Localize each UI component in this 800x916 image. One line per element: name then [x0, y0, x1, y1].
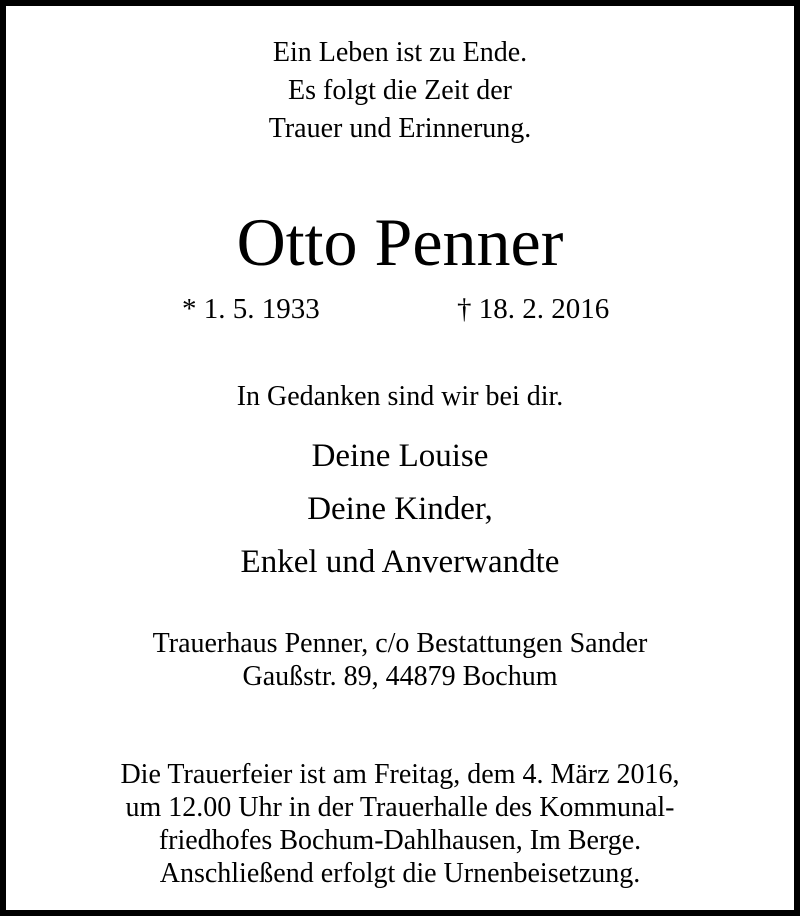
mourner-line: Enkel und Anverwandte: [240, 544, 560, 580]
mourner-line: Deine Kinder,: [307, 491, 493, 527]
intro-verse: [6, 34, 794, 148]
memorial-sentence: In Gedanken sind wir bei dir.: [236, 381, 564, 412]
intro-line: Ein Leben ist zu Ende.: [272, 37, 528, 68]
deceased-name: Otto Penner: [236, 204, 564, 280]
service-line: Die Trauerfeier ist am Freitag, dem 4. März 2016,: [120, 759, 680, 790]
birth-date: * 1. 5. 1933: [182, 293, 320, 325]
address-line: Trauerhaus Penner, c/o Bestattungen Sander: [152, 628, 648, 659]
intro-line: Trauer und Erinnerung.: [268, 113, 532, 144]
mourners-list: [6, 430, 794, 589]
mourning-house-address: [6, 627, 794, 693]
funeral-service-info: [6, 758, 794, 890]
service-line: friedhofes Bochum-Dahlhausen, Im Berge.: [158, 825, 642, 856]
intro-line: Es folgt die Zeit der: [288, 75, 512, 106]
service-line: um 12.00 Uhr in der Trauerhalle des Kommunal-: [125, 792, 675, 823]
mourner-line: Deine Louise: [311, 438, 489, 474]
address-line: Gaußstr. 89, 44879 Bochum: [242, 661, 558, 692]
death-date: † 18. 2. 2016: [457, 293, 610, 325]
service-line: Anschließend erfolgt die Urnenbeisetzung.: [159, 858, 641, 889]
